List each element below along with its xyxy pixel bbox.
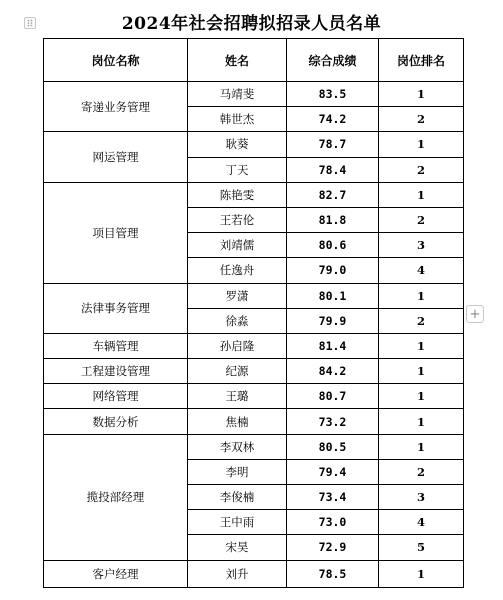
score-cell: 80.5 <box>287 434 379 459</box>
rank-cell: 1 <box>379 182 464 207</box>
position-cell: 网络管理 <box>44 384 188 409</box>
table-row <box>44 182 464 207</box>
name-cell: 刘升 <box>188 560 287 587</box>
rank-cell: 1 <box>379 409 464 434</box>
name-cell: 李明 <box>188 459 287 484</box>
rank-cell: 1 <box>379 434 464 459</box>
position-cell: 法律事务管理 <box>44 283 188 333</box>
table-row <box>44 359 464 384</box>
table-row <box>44 283 464 308</box>
name-cell: 任逸舟 <box>188 258 287 283</box>
score-cell: 78.5 <box>287 560 379 587</box>
position-cell: 工程建设管理 <box>44 359 188 384</box>
rank-cell: 4 <box>379 258 464 283</box>
score-cell: 78.4 <box>287 157 379 182</box>
table-row <box>44 82 464 107</box>
plus-icon: + <box>469 306 481 322</box>
rank-cell: 2 <box>379 157 464 182</box>
table-header-row <box>44 39 464 82</box>
name-cell: 王中雨 <box>188 510 287 535</box>
header-score: 综合成绩 <box>287 39 379 82</box>
score-cell: 79.0 <box>287 258 379 283</box>
rank-cell: 2 <box>379 459 464 484</box>
add-row-button[interactable] <box>466 305 484 323</box>
rank-cell: 1 <box>379 82 464 107</box>
name-cell: 韩世杰 <box>188 107 287 132</box>
rank-cell: 1 <box>379 132 464 157</box>
position-cell: 数据分析 <box>44 409 188 434</box>
name-cell: 焦楠 <box>188 409 287 434</box>
table-row <box>44 384 464 409</box>
position-cell: 揽投部经理 <box>44 434 188 560</box>
rank-cell: 2 <box>379 207 464 232</box>
table-row <box>44 333 464 358</box>
rank-cell: 1 <box>379 384 464 409</box>
rank-cell: 3 <box>379 485 464 510</box>
score-cell: 74.2 <box>287 107 379 132</box>
score-cell: 73.0 <box>287 510 379 535</box>
score-cell: 81.4 <box>287 333 379 358</box>
score-cell: 81.8 <box>287 207 379 232</box>
score-cell: 72.9 <box>287 535 379 560</box>
score-cell: 80.7 <box>287 384 379 409</box>
score-cell: 82.7 <box>287 182 379 207</box>
name-cell: 王璐 <box>188 384 287 409</box>
position-cell: 车辆管理 <box>44 333 188 358</box>
rank-cell: 1 <box>379 283 464 308</box>
position-cell: 寄递业务管理 <box>44 82 188 132</box>
score-cell: 84.2 <box>287 359 379 384</box>
header-rank: 岗位排名 <box>379 39 464 82</box>
candidate-table <box>43 38 464 588</box>
rank-cell: 2 <box>379 107 464 132</box>
table-row <box>44 409 464 434</box>
score-cell: 78.7 <box>287 132 379 157</box>
position-cell: 客户经理 <box>44 560 188 587</box>
table-row <box>44 132 464 157</box>
rank-cell: 3 <box>379 233 464 258</box>
score-cell: 80.6 <box>287 233 379 258</box>
name-cell: 耿葵 <box>188 132 287 157</box>
score-cell: 83.5 <box>287 82 379 107</box>
name-cell: 马靖斐 <box>188 82 287 107</box>
name-cell: 刘靖儒 <box>188 233 287 258</box>
name-cell: 丁天 <box>188 157 287 182</box>
rank-cell: 1 <box>379 359 464 384</box>
name-cell: 王若伦 <box>188 207 287 232</box>
name-cell: 孙启隆 <box>188 333 287 358</box>
rank-cell: 1 <box>379 560 464 587</box>
score-cell: 80.1 <box>287 283 379 308</box>
name-cell: 李双林 <box>188 434 287 459</box>
rank-cell: 2 <box>379 308 464 333</box>
rank-cell: 5 <box>379 535 464 560</box>
rank-cell: 4 <box>379 510 464 535</box>
score-cell: 79.4 <box>287 459 379 484</box>
table-row <box>44 560 464 587</box>
header-position: 岗位名称 <box>44 39 188 82</box>
score-cell: 79.9 <box>287 308 379 333</box>
rank-cell: 1 <box>379 333 464 358</box>
table-row <box>44 434 464 459</box>
name-cell: 徐淼 <box>188 308 287 333</box>
score-cell: 73.2 <box>287 409 379 434</box>
name-cell: 李俊楠 <box>188 485 287 510</box>
position-cell: 项目管理 <box>44 182 188 283</box>
name-cell: 纪源 <box>188 359 287 384</box>
page-title: 2024年社会招聘拟招录人员名单 <box>121 14 382 34</box>
header-name: 姓名 <box>188 39 287 82</box>
table-body <box>44 82 464 588</box>
name-cell: 宋昊 <box>188 535 287 560</box>
name-cell: 罗潇 <box>188 283 287 308</box>
score-cell: 73.4 <box>287 485 379 510</box>
position-cell: 网运管理 <box>44 132 188 182</box>
name-cell: 陈艳雯 <box>188 182 287 207</box>
